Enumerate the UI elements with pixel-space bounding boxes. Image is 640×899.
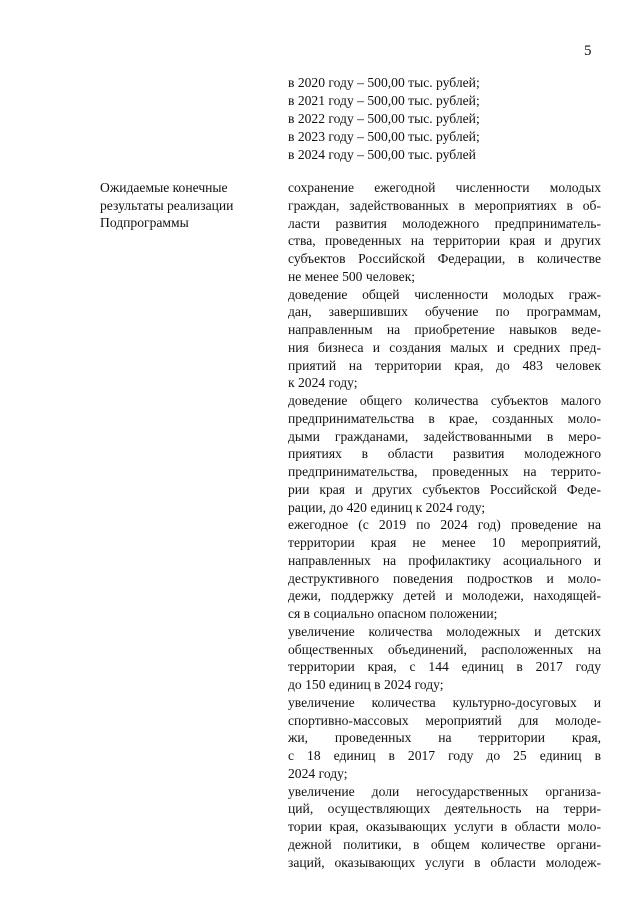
result-line: рации, до 420 единиц к 2024 году; (288, 499, 486, 515)
result-line: спортивно-массовых мероприятий для молоде- (288, 712, 601, 728)
result-line: сохранение ежегодной численности молодых (288, 180, 601, 195)
expected-results-text (288, 179, 601, 871)
result-line: деструктивного поведения подростков и моло- (288, 570, 601, 586)
result-line: доведение общего количества субъектов малого (288, 393, 601, 408)
result-line: ежегодное (с 2019 по 2024 год) проведение на (288, 517, 601, 533)
section-label (100, 179, 270, 232)
result-line: ния бизнеса и создания малых и средних пред- (288, 339, 601, 355)
result-line: дежи, поддержку детей и молодежи, находящей- (288, 588, 601, 604)
budget-line: в 2021 году – 500,00 тыс. рублей; (288, 93, 480, 108)
result-line: доведение общей численности молодых граж- (288, 286, 601, 302)
section-label-line: результаты реализации (100, 197, 234, 213)
result-line: приятиях в области развития молодежного (288, 446, 601, 462)
result-line: дыми гражданами, задействованными в меро- (288, 428, 601, 444)
result-line: 2024 году; (288, 765, 348, 781)
section-label-line: Ожидаемые конечные (100, 180, 228, 195)
result-line: с 18 единиц в 2017 году до 25 единиц в (288, 748, 601, 763)
result-line: дежной политики, в общем количестве органи- (288, 836, 601, 852)
result-line: предпринимательства, проведенных на террито- (288, 464, 601, 479)
result-line: заций, оказывающих услуги в области молодеж- (288, 854, 601, 870)
result-line: ций, осуществляющих деятельность на терри- (288, 801, 601, 817)
result-line: ства, проведенных на территории края и других (288, 233, 601, 249)
result-line: к 2024 году; (288, 375, 358, 391)
result-line: ся в социально опасном положении; (288, 606, 498, 621)
result-line: увеличение доли негосударственных организа- (288, 783, 601, 799)
section-label-line: Подпрограммы (100, 215, 189, 231)
result-line: субъектов Российской Федерации, в количестве (288, 251, 601, 266)
budget-line: в 2022 году – 500,00 тыс. рублей; (288, 111, 480, 126)
result-line: увеличение количества культурно-досуговых и (288, 694, 601, 710)
result-line: граждан, задействованных в мероприятиях в об- (288, 197, 601, 213)
result-line: тории края, оказывающих услуги в области моло- (288, 819, 601, 834)
result-line: предпринимательства в крае, созданных моло- (288, 410, 601, 426)
result-line: приятий на территории края, до 483 человек (288, 357, 601, 373)
budget-line: в 2023 году – 500,00 тыс. рублей; (288, 129, 480, 144)
result-line: жи, проведенных на территории края, (288, 730, 601, 746)
page-number: 5 (584, 43, 592, 59)
result-line: общественных объединений, расположенных на (288, 641, 601, 657)
result-line: дан, завершивших обучение по программам, (288, 304, 601, 320)
result-line: направленным на приобретение навыков веде- (288, 322, 601, 337)
budget-lines (288, 74, 608, 164)
result-line: не менее 500 человек; (288, 268, 416, 284)
budget-line: в 2020 году – 500,00 тыс. рублей; (288, 75, 480, 90)
result-line: увеличение количества молодежных и детских (288, 623, 601, 639)
result-line: направленных на профилактику асоциального и (288, 552, 601, 568)
result-line: до 150 единиц в 2024 году; (288, 677, 444, 692)
result-line: территории края не менее 10 мероприятий, (288, 535, 601, 550)
result-line: ласти развития молодежного предприниматель- (288, 215, 601, 231)
result-line: территории края, с 144 единиц в 2017 году (288, 659, 601, 675)
result-line: рии края и других субъектов Российской Феде- (288, 481, 601, 497)
budget-line: в 2024 году – 500,00 тыс. рублей (288, 147, 476, 162)
